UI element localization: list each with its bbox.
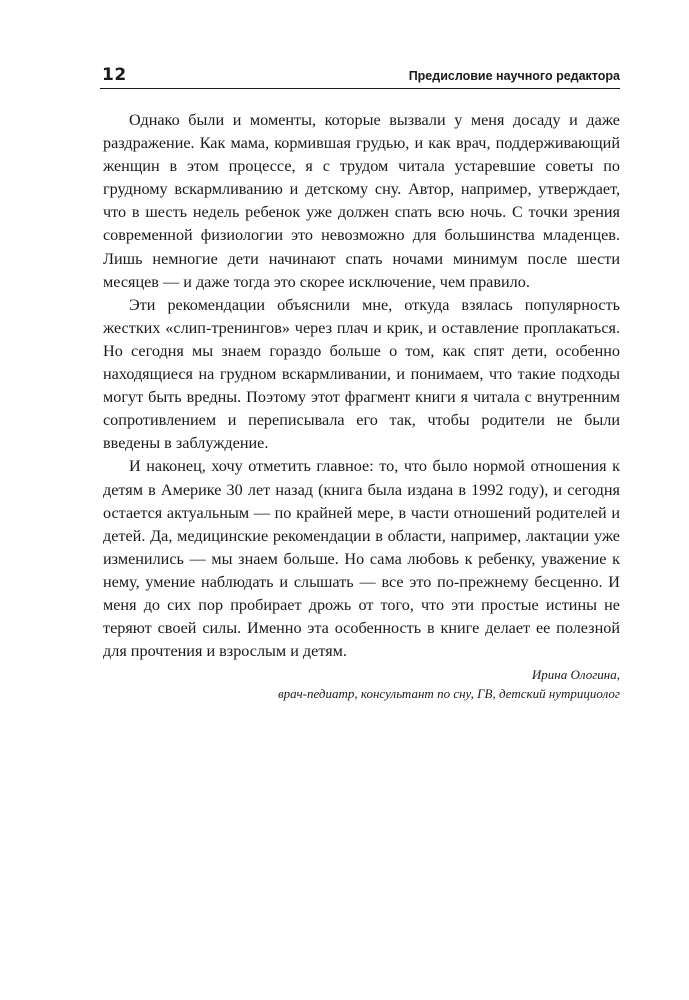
page-number: 12 <box>102 65 127 85</box>
signature-name: Ирина Ологина, <box>531 667 620 683</box>
signature-title: врач-педиатр, консультант по сну, ГВ, детский нутрициолог <box>277 686 620 702</box>
running-title: Предисловие научного редактора <box>408 69 620 83</box>
paragraph: Эти рекомендации объяснили мне, откуда взялась популярность жестких «слип-тренингов» через плач и крик, и оставление проплакаться. Но сегодня мы знаем гораздо больше о том, как спят дети, особенно находящиеся на грудном вскармливании, и понимаем, что такие подходы могут быть вредны. Поэтому этот фрагмент книги я читала с внутренним сопротивлением и переписывала его так, чтобы родители не были введены в заблуждение. <box>103 295 620 453</box>
page-header <box>100 64 620 89</box>
page-body <box>103 109 620 703</box>
paragraph: И наконец, хочу отметить главное: то, что было нормой отношения к детям в Америке 30 лет назад (книга была издана в 1992 году), и сегодня остается актуальным — по крайней мере, в части отношений родителей и детей. Да, медицинские рекомендации в области, например, лактации уже изменились — мы знаем больше. Но сама любовь к ребенку, уважение к нему, умение наблюдать и слышать — все это по-прежнему бесценно. И меня до сих пор пробирает дрожь от того, что эти простые истины не теряют своей силы. Именно эта особенность в книге делает ее полезной для прочтения и взрослым и детям. <box>103 457 620 661</box>
signature-block <box>103 665 620 703</box>
paragraph: Однако были и моменты, которые вызвали у меня досаду и даже раздражение. Как мама, кормившая грудью, и как врач, поддерживающий женщин в этом процессе, я с трудом читала устаревшие советы по грудному вскармливанию и детскому сну. Автор, например, утверждает, что в шесть недель ребенок уже должен спать всю ночь. С точки зрения современной физиологии это невозможно для большинства младенцев. Лишь немногие дети начинают спать ночами минимум после шести месяцев — и даже тогда это скорее исключение, чем правило. <box>103 111 620 291</box>
